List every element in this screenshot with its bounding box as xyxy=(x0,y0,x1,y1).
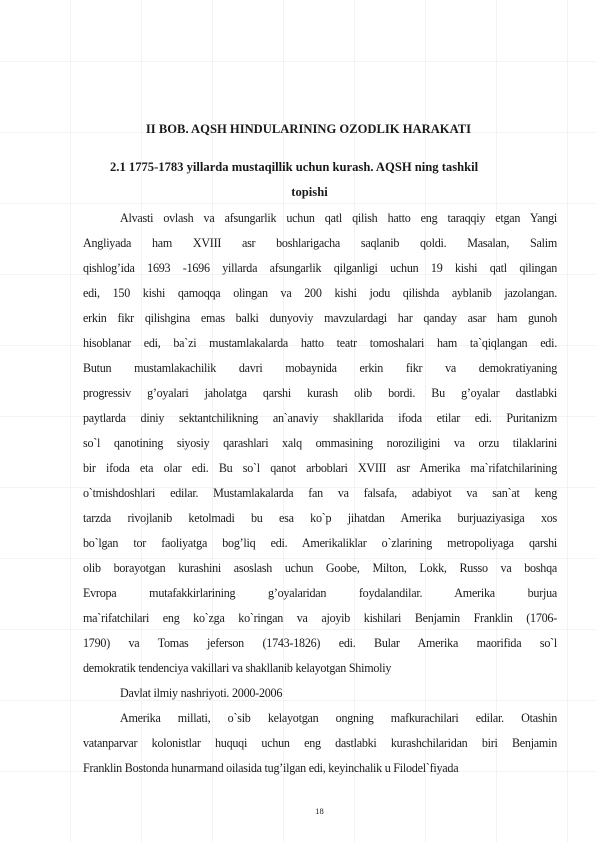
paragraph-0-line-10: bir ifoda eta olar edi. Bu so`l qanot arboblari XVIII asr Amerika ma`rifatchilarining xyxy=(83,461,557,475)
paragraph-2-line-1: vatanparvar kolonistlar huquqi uchun eng dastlabki kurashchilaridan biri Benjamin xyxy=(83,736,557,750)
paragraph-0-line-1: Angliyada ham XVIII asr boshlarigacha saqlanib qoldi. Masalan, Salim xyxy=(83,236,557,250)
paragraph-0-line-15: Evropa mutafakkirlarining g’oyalaridan foydalandilar. Amerika burjua xyxy=(83,586,557,600)
paragraph-0-line-11: o`tmishdoshlari edilar. Mustamlakalarda fan va falsafa, adabiyot va san`at keng xyxy=(83,486,557,500)
paragraph-1-line-0: Davlat ilmiy nashriyoti. 2000-2006 xyxy=(120,686,283,700)
section-title-line-1: 2.1 1775-1783 yillarda mustaqillik uchun kurash. AQSH ning tashkil xyxy=(110,160,479,174)
paragraph-0-line-7: progressiv g’oyalari jaholatga qarshi kurash olib bordi. Bu g’oyalar dastlabki xyxy=(83,386,557,400)
body-text xyxy=(83,206,557,781)
paragraph-0-line-9: so`l qanotining siyosiy qarashlari xalq ommasining noroziligini va orzu tilaklarini xyxy=(83,436,557,450)
paragraph-0-line-14: olib borayotgan kurashini asoslash uchun Goobe, Milton, Lokk, Russo va boshqa xyxy=(83,561,557,575)
paragraph-0-line-8: paytlarda diniy sektantchilikning an`anaviy shakllarida ifoda etilar edi. Puritanizm xyxy=(83,411,557,425)
paragraph-0-line-16: ma`rifatchilari eng ko`zga ko`ringan va ajoyib kishilari Benjamin Franklin (1706- xyxy=(83,611,557,625)
paragraph-2-line-0: Amerika millati, o`sib kelayotgan ongning mafkurachilari edilar. Otashin xyxy=(120,711,557,725)
paragraph-0-line-4: erkin fikr qilishgina emas balki dunyoviy mavzulardagi har qanday asar ham gunoh xyxy=(83,311,557,325)
paragraph-0-line-3: edi, 150 kishi qamoqqa olingan va 200 kishi jodu qilishda ayblanib jazolangan. xyxy=(83,286,557,300)
paragraph-0-line-17: 1790) va Tomas jeferson (1743-1826) edi. Bular Amerika maorifida so`l xyxy=(83,636,557,650)
paragraph-0-line-18: demokratik tendenciya vakillari va shakllanib kelayotgan Shimoliy xyxy=(83,661,392,675)
page-number: 18 xyxy=(315,806,324,816)
section-title-line-2: topishi xyxy=(291,185,328,199)
paragraph-0-line-5: hisoblanar edi, ba`zi mustamlakalarda hatto teatr tomoshalari ham ta`qiqlangan edi. xyxy=(83,336,557,350)
paragraph-0-line-0: Alvasti ovlash va afsungarlik uchun qatl qilish hatto eng taraqqiy etgan Yangi xyxy=(120,211,557,225)
paragraph-2-line-2: Franklin Bostonda hunarmand oilasida tug’ilgan edi, keyinchalik u Filodel`fiyada xyxy=(83,761,459,775)
chapter-title: II BOB. AQSH HINDULARINING OZODLIK HARAKATI xyxy=(145,122,472,136)
paragraph-0-line-2: qishlog’ida 1693 -1696 yillarda afsungarlik qilganligi uchun 19 kishi qatl qilingan xyxy=(83,261,557,275)
paragraph-0-line-6: Butun mustamlakachilik davri mobaynida erkin fikr va demokratiyaning xyxy=(83,361,557,375)
paragraph-0-line-13: bo`lgan tor faoliyatga bog’liq edi. Amerikaliklar o`zlarining metropoliyaga qarshi xyxy=(83,536,557,550)
paragraph-0-line-12: tarzda rivojlanib ketolmadi bu esa ko`p jihatdan Amerika burjuaziyasiga xos xyxy=(83,511,557,525)
